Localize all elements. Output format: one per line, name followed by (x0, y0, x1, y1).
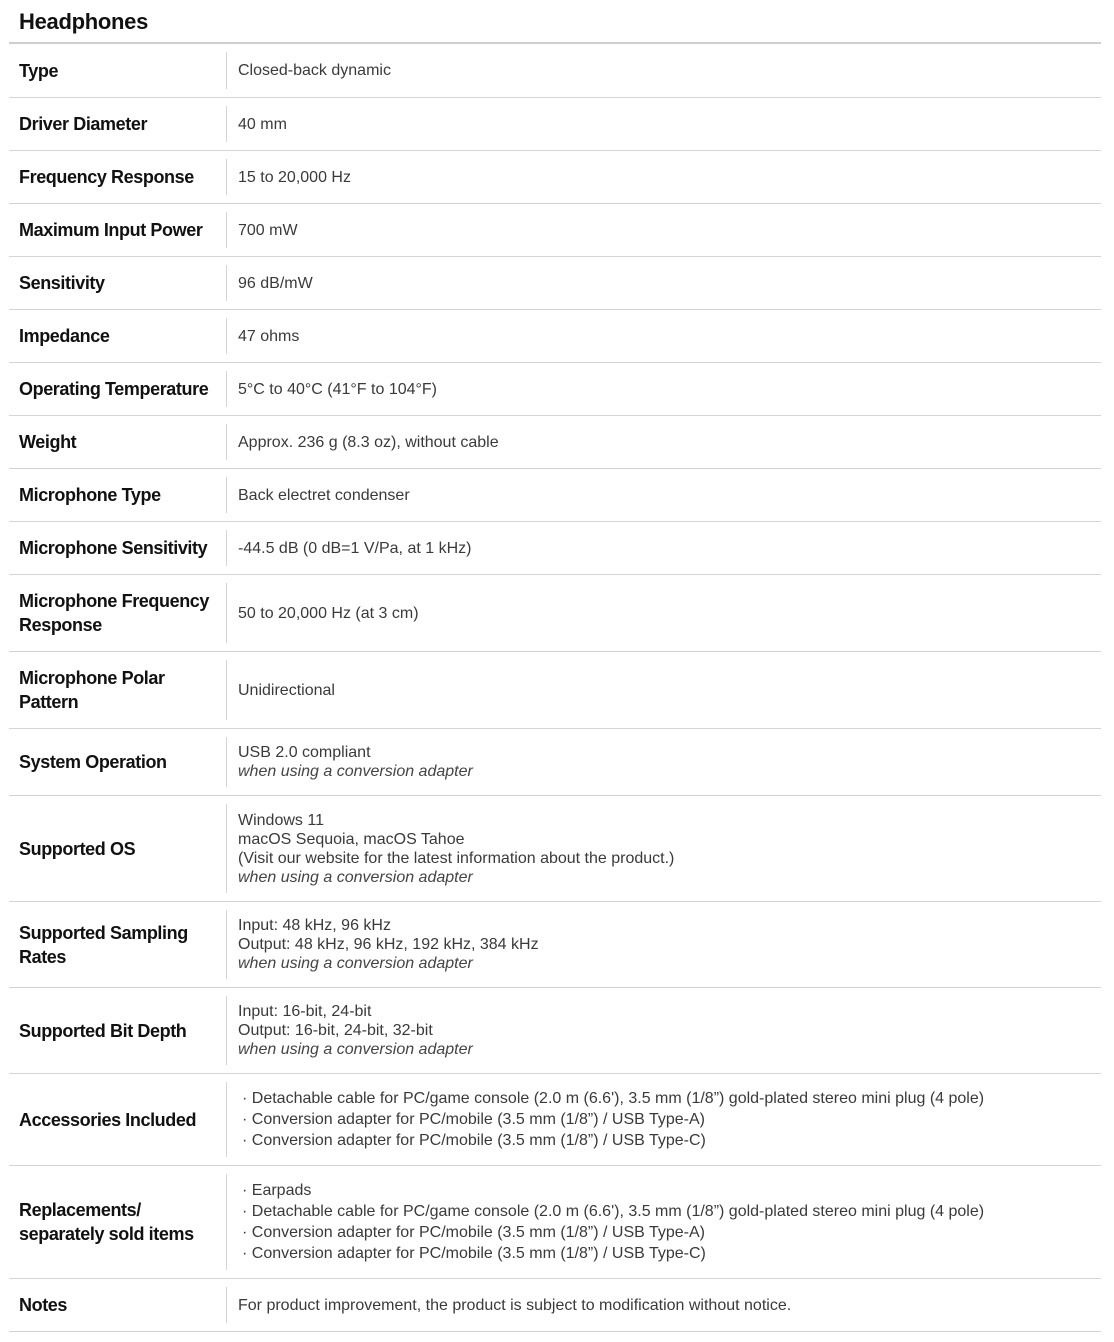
spec-row (9, 652, 1101, 729)
spec-label: Replacements/ separately sold items (19, 1200, 194, 1244)
spec-value (226, 52, 1101, 89)
spec-bullet-item: · Conversion adapter for PC/mobile (3.5 mm (1/8”) / USB Type-A) (242, 1224, 705, 1241)
spec-row (9, 98, 1101, 151)
spec-value-line: 700 mW (238, 221, 298, 239)
spec-value-note: when using a conversion adapter (238, 1041, 473, 1058)
spec-table (9, 0, 1101, 1332)
spec-row (9, 204, 1101, 257)
spec-label: Notes (19, 1295, 68, 1315)
spec-value-line: 47 ohms (238, 327, 300, 345)
spec-bullet-item: · Detachable cable for PC/game console (2.0 m (6.6'), 3.5 mm (1/8”) gold-plated stereo mini plug (4 pole) (242, 1203, 985, 1220)
spec-value-line: 5°C to 40°C (41°F to 104°F) (238, 380, 438, 398)
spec-value-line: Input: 16-bit, 24-bit (238, 1003, 372, 1020)
spec-value (226, 318, 1101, 354)
spec-value-line: 96 dB/mW (238, 274, 313, 292)
spec-value (226, 424, 1101, 460)
spec-row (9, 469, 1101, 522)
spec-bullet-item: · Conversion adapter for PC/mobile (3.5 mm (1/8”) / USB Type-C) (242, 1132, 706, 1149)
spec-row (9, 257, 1101, 310)
spec-row (9, 796, 1101, 902)
spec-value-line: (Visit our website for the latest information about the product.) (238, 849, 675, 867)
spec-value-line: Approx. 236 g (8.3 oz), without cable (238, 433, 499, 451)
spec-row (9, 575, 1101, 652)
spec-value-note: when using a conversion adapter (238, 955, 473, 972)
spec-title: Headphones (9, 0, 1101, 44)
spec-label: Type (19, 60, 59, 81)
spec-value-line: -44.5 dB (0 dB=1 V/Pa, at 1 kHz) (238, 539, 472, 557)
spec-label: Maximum Input Power (19, 220, 203, 240)
spec-rows (9, 44, 1101, 1332)
spec-value-line: Closed-back dynamic (238, 62, 391, 79)
spec-value-line: Back electret condenser (238, 486, 410, 504)
spec-value-line: 15 to 20,000 Hz (238, 168, 351, 186)
spec-label: Supported Bit Depth (19, 1020, 187, 1041)
spec-value-line: Windows 11 (238, 811, 324, 829)
spec-value (226, 265, 1101, 301)
spec-value (226, 737, 1101, 787)
spec-label: Accessories Included (19, 1109, 197, 1130)
spec-value (226, 530, 1101, 566)
spec-row (9, 363, 1101, 416)
spec-label: Microphone Type (19, 485, 161, 505)
spec-row (9, 988, 1101, 1074)
spec-label: Microphone Sensitivity (19, 538, 208, 558)
spec-value-line: Unidirectional (238, 681, 335, 699)
spec-value-line: For product improvement, the product is subject to modification without notice. (238, 1296, 792, 1314)
spec-row (9, 310, 1101, 363)
spec-value (226, 583, 1101, 643)
spec-label: Supported Sampling Rates (19, 922, 188, 967)
spec-label: Impedance (19, 326, 110, 346)
spec-label: Frequency Response (19, 167, 194, 187)
spec-label: Supported OS (19, 838, 136, 859)
spec-row (9, 522, 1101, 575)
spec-value (226, 159, 1101, 195)
spec-row (9, 729, 1101, 796)
spec-bullet-item: · Earpads (242, 1182, 312, 1199)
spec-value-line: Output: 48 kHz, 96 kHz, 192 kHz, 384 kHz (238, 936, 539, 953)
spec-value-note: when using a conversion adapter (238, 868, 473, 886)
spec-value-line: macOS Sequoia, macOS Tahoe (238, 830, 465, 848)
spec-label: Driver Diameter (19, 114, 148, 134)
spec-value (226, 1174, 1101, 1270)
spec-row (9, 1279, 1101, 1332)
spec-bullet-item: · Conversion adapter for PC/mobile (3.5 mm (1/8”) / USB Type-C) (242, 1245, 706, 1262)
spec-bullet-item: · Conversion adapter for PC/mobile (3.5 mm (1/8”) / USB Type-A) (242, 1111, 705, 1128)
spec-label: Operating Temperature (19, 379, 209, 399)
spec-value (226, 371, 1101, 407)
spec-row (9, 1166, 1101, 1279)
spec-row (9, 416, 1101, 469)
spec-value (226, 996, 1101, 1065)
spec-value (226, 1082, 1101, 1157)
spec-label: Microphone Polar Pattern (19, 668, 165, 712)
spec-value-line: Output: 16-bit, 24-bit, 32-bit (238, 1022, 433, 1039)
spec-value (226, 660, 1101, 720)
spec-label: Microphone Frequency Response (19, 591, 210, 635)
spec-bullet-item: · Detachable cable for PC/game console (2.0 m (6.6'), 3.5 mm (1/8”) gold-plated stereo mini plug (4 pole) (242, 1090, 985, 1107)
spec-value-line: 50 to 20,000 Hz (at 3 cm) (238, 604, 419, 622)
spec-value (226, 212, 1101, 248)
spec-row (9, 1074, 1101, 1166)
spec-value-line: Input: 48 kHz, 96 kHz (238, 917, 391, 934)
spec-value-line: 40 mm (238, 115, 287, 133)
spec-label: Sensitivity (19, 273, 105, 293)
spec-value (226, 1287, 1101, 1323)
spec-value-note: when using a conversion adapter (238, 763, 473, 780)
spec-value (226, 804, 1101, 893)
spec-value (226, 910, 1101, 979)
spec-value-line: USB 2.0 compliant (238, 744, 371, 761)
spec-row (9, 44, 1101, 98)
spec-row (9, 151, 1101, 204)
spec-value (226, 477, 1101, 513)
spec-label: System Operation (19, 752, 167, 772)
spec-row (9, 902, 1101, 988)
spec-label: Weight (19, 432, 77, 452)
spec-value (226, 106, 1101, 142)
